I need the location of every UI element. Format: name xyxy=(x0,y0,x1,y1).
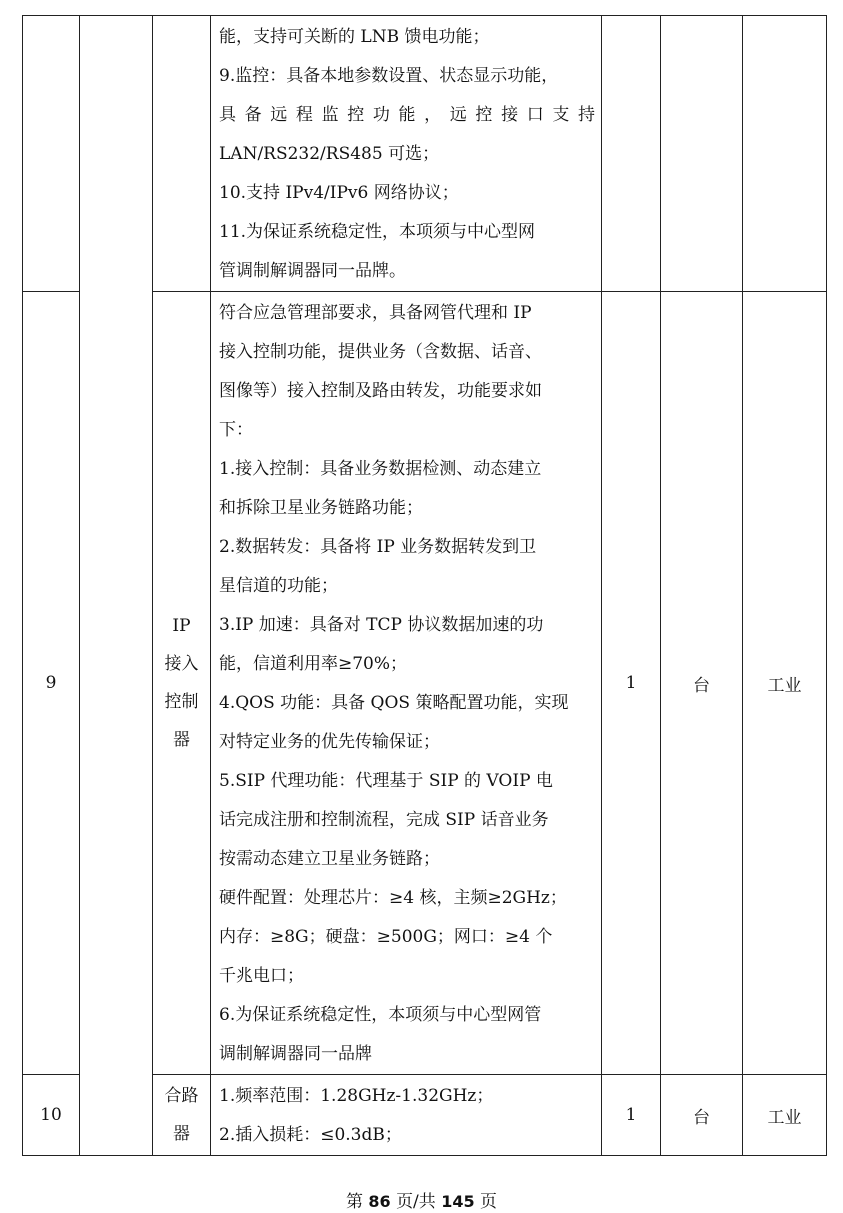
requirement-line: 和拆除卫星业务链路功能； xyxy=(219,498,423,518)
requirement-line: 1.频率范围：1.28GHz-1.32GHz； xyxy=(219,1086,494,1106)
item-number-cell: 9 xyxy=(23,292,80,1075)
requirement-line: 2.数据转发：具备将 IP 业务数据转发到卫 xyxy=(219,537,537,557)
item-name-part: 控制 xyxy=(164,692,199,712)
requirement-line: 对特定业务的优先传输保证； xyxy=(219,732,440,752)
footer-middle: 页/共 xyxy=(396,1192,436,1212)
requirement-line: 按需动态建立卫星业务链路； xyxy=(219,849,440,869)
requirement-line: 1.接入控制：具备业务数据检测、动态建立 xyxy=(219,459,542,479)
total-pages: 145 xyxy=(441,1192,475,1211)
unit-cell: 台 xyxy=(661,292,743,1075)
requirement-line: 2.插入损耗：≤0.3dB； xyxy=(219,1125,402,1145)
requirement-line: 话完成注册和控制流程，完成 SIP 话音业务 xyxy=(219,810,549,830)
unit-cell: 台 xyxy=(661,1075,743,1156)
requirements-cell xyxy=(211,292,602,1075)
page-footer xyxy=(0,1187,843,1212)
requirement-line: 3.IP 加速：具备对 TCP 协议数据加速的功 xyxy=(219,615,544,635)
requirement-line: 具备远程监控功能，远控接口支持 xyxy=(219,105,595,125)
requirement-line: 9.监控：具备本地参数设置、状态显示功能， xyxy=(219,66,559,86)
requirement-line: 千兆电口； xyxy=(219,966,304,986)
unit-cell xyxy=(661,16,743,292)
requirement-line: 下： xyxy=(219,420,253,440)
type-cell: 工业 xyxy=(743,292,827,1075)
spec-table xyxy=(22,15,827,1156)
requirement-line: 5.SIP 代理功能：代理基于 SIP 的 VOIP 电 xyxy=(219,771,553,791)
requirement-line: 11.为保证系统稳定性，本项须与中心型网 xyxy=(219,222,536,242)
requirements-cell xyxy=(211,1075,602,1156)
requirement-line: LAN/RS232/RS485 可选； xyxy=(219,144,440,164)
item-name-cell xyxy=(153,292,211,1075)
requirement-line: 6.为保证系统稳定性，本项须与中心型网管 xyxy=(219,1005,542,1025)
requirement-line: 调制解调器同一品牌 xyxy=(219,1044,372,1064)
item-name-part: 合路 xyxy=(164,1086,199,1106)
requirement-line: 符合应急管理部要求，具备网管代理和 IP xyxy=(219,303,532,323)
requirement-line: 4.QOS 功能：具备 QOS 策略配置功能，实现 xyxy=(219,693,569,713)
item-name-cell xyxy=(153,1075,211,1156)
table-row xyxy=(23,16,827,292)
merged-category-cell xyxy=(80,16,153,1156)
requirement-line: 能，支持可关断的 LNB 馈电功能； xyxy=(219,27,490,47)
item-number-cell xyxy=(23,16,80,292)
quantity-cell: 1 xyxy=(602,1075,661,1156)
item-name-cell xyxy=(153,16,211,292)
footer-suffix: 页 xyxy=(480,1192,498,1212)
requirements-cell xyxy=(211,16,602,292)
quantity-cell xyxy=(602,16,661,292)
requirement-line: 接入控制功能，提供业务（含数据、话音、 xyxy=(219,342,542,362)
requirement-line: 能，信道利用率≥70%； xyxy=(219,654,408,674)
item-name-part: 器 xyxy=(173,730,190,750)
requirement-line: 10.支持 IPv4/IPv6 网络协议； xyxy=(219,183,459,203)
requirement-line: 内存：≥8G；硬盘：≥500G；网口：≥4 个 xyxy=(219,927,553,947)
quantity-cell: 1 xyxy=(602,292,661,1075)
item-name-part: IP xyxy=(172,616,191,636)
item-name-part: 接入 xyxy=(164,654,199,674)
requirement-line: 图像等）接入控制及路由转发，功能要求如 xyxy=(219,381,542,401)
requirement-line: 管调制解调器同一品牌。 xyxy=(219,261,406,281)
type-cell: 工业 xyxy=(743,1075,827,1156)
requirement-line: 硬件配置：处理芯片：≥4 核，主频≥2GHz； xyxy=(219,888,567,908)
type-cell xyxy=(743,16,827,292)
item-number-cell: 10 xyxy=(23,1075,80,1156)
item-name-part: 器 xyxy=(173,1124,190,1144)
footer-prefix: 第 xyxy=(345,1192,363,1212)
page-number: 86 xyxy=(368,1192,391,1211)
requirement-line: 星信道的功能； xyxy=(219,576,338,596)
